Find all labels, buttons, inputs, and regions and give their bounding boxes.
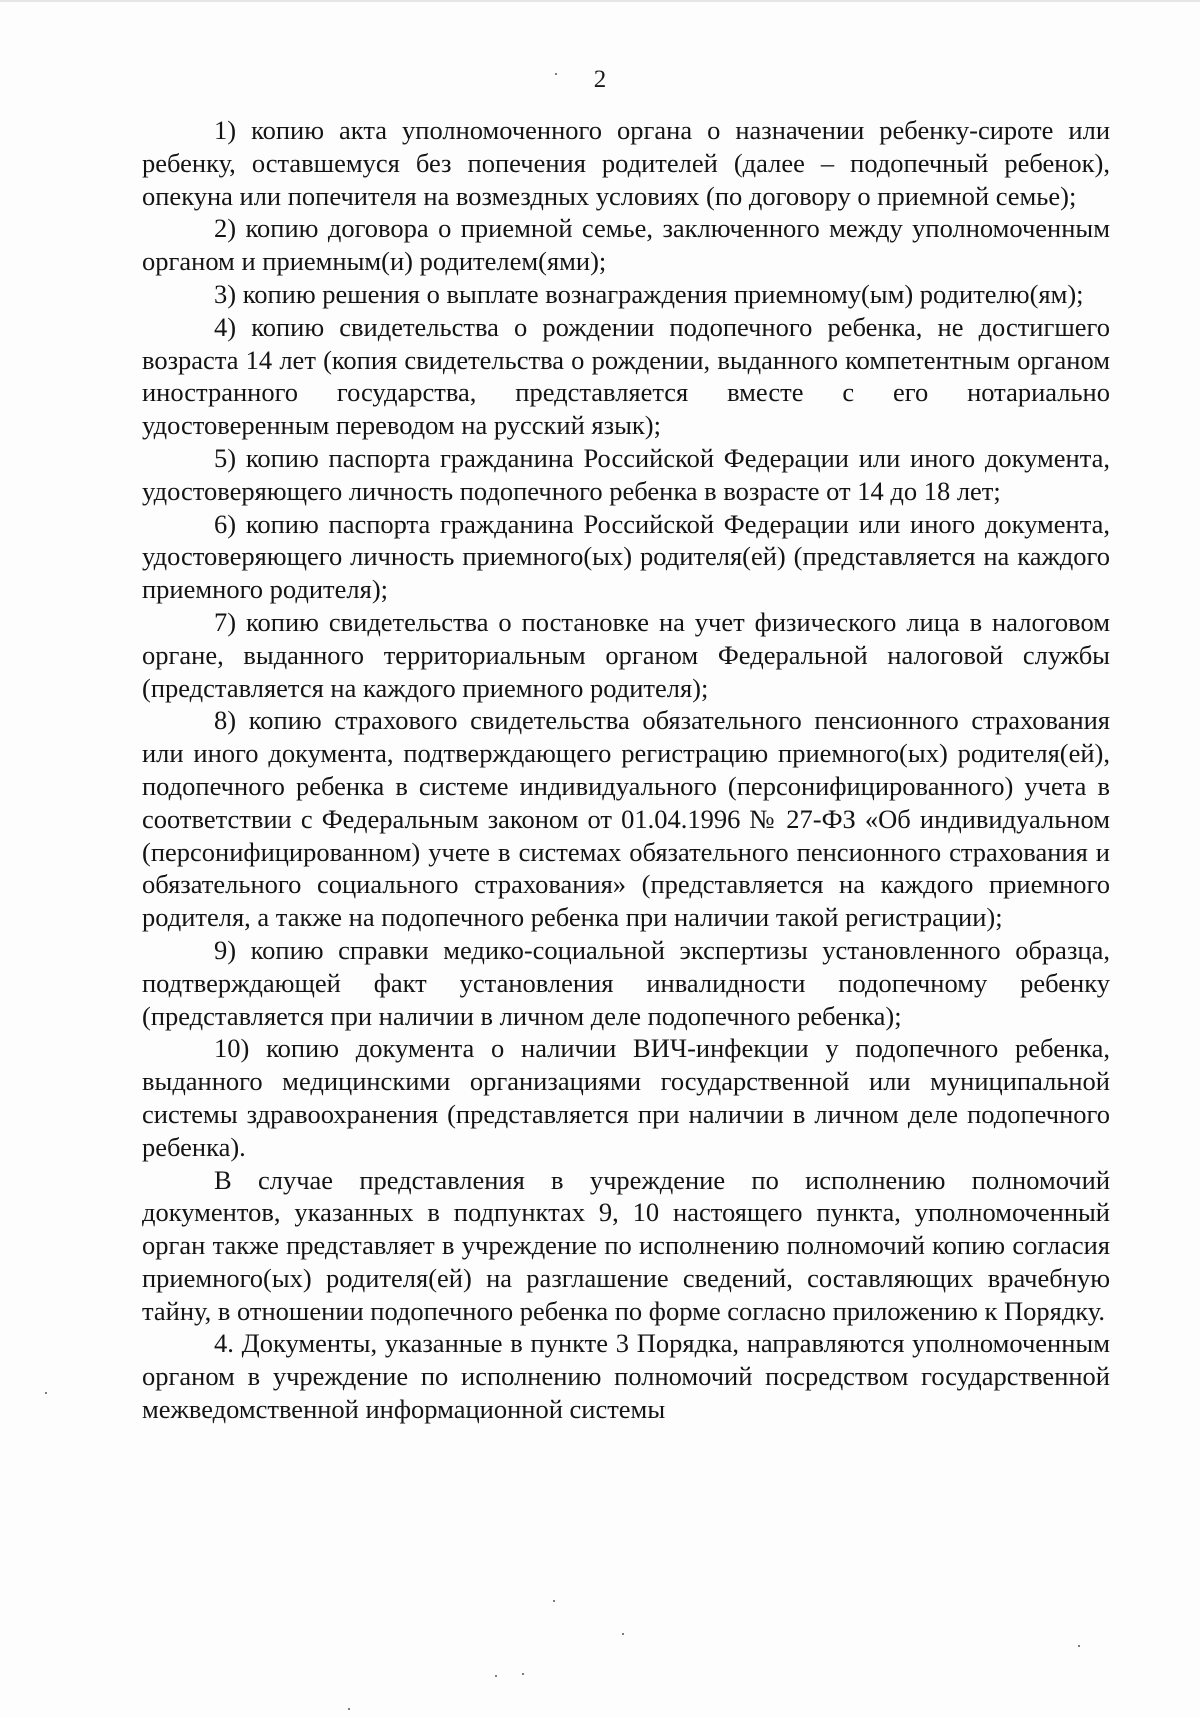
paragraph-item-2: 2) копию договора о приемной семье, заключенного между уполномоченным органом и приемным(и) родителем(ями);: [142, 213, 1110, 277]
paragraph-section-4: 4. Документы, указанные в пункте 3 Порядка, направляются уполномоченным органом в учреждение по исполнению полномочий посредством государственной межведомственной информационной системы: [142, 1328, 1110, 1425]
paragraph-item-9: 9) копию справки медико-социальной экспертизы установленного образца, подтверждающей факт установления инвалидности подопечному ребенку (представляется при наличии в личном деле подопечного ребенка);: [142, 934, 1110, 1031]
paragraph-item-5: 5) копию паспорта гражданина Российской Федерации или иного документа, удостоверяющего личность подопечного ребенка в возрасте от 14 до 18 лет;: [142, 442, 1110, 506]
paragraph-item-1: 1) копию акта уполномоченного органа о назначении ребенку-сироте или ребенку, оставшемуся без попечения родителей (далее – подопечный ребенок), опекуна или попечителя на возмездных условиях (по договору о приемной семье);: [142, 115, 1110, 211]
scan-speck: [495, 1675, 497, 1677]
document-body: [142, 114, 1110, 1426]
scan-speck: [348, 1708, 350, 1710]
scan-speck: [622, 1633, 624, 1635]
paragraph-item-10: 10) копию документа о наличии ВИЧ-инфекции у подопечного ребенка, выданного медицинскими организациями государственной или муниципальной системы здравоохранения (представляется при наличии в личном деле подопечного ребенка).: [142, 1033, 1110, 1162]
paragraph-item-7: 7) копию свидетельства о постановке на учет физического лица в налоговом органе, выданного территориальным органом Федеральной налоговой службы (представляется на каждого приемного родителя);: [142, 606, 1110, 703]
scan-speck: [45, 1392, 47, 1394]
paragraph-item-8: 8) копию страхового свидетельства обязательного пенсионного страхования или иного документа, подтверждающего регистрацию приемного(ых) родителя(ей), подопечного ребенка в системе индивидуального (персонифицированного) учета в соответствии с Федеральным законом от 01.04.1996 № 27-ФЗ «Об индивидуальном (персонифицированном) учете в системах обязательного пенсионного страхования и обязательного социального страхования» (представляется на каждого приемного родителя, а также на подопечного ребенка при наличии такой регистрации);: [142, 705, 1110, 933]
scan-speck: [555, 73, 557, 75]
scan-edge-line: [0, 0, 1200, 2]
page-number: 2: [593, 66, 607, 93]
scan-speck: [553, 1600, 555, 1602]
scan-speck: [1078, 1645, 1080, 1647]
paragraph-item-6: 6) копию паспорта гражданина Российской Федерации или иного документа, удостоверяющего личность приемного(ых) родителя(ей) (представляется на каждого приемного родителя);: [142, 508, 1110, 605]
scan-speck: [522, 1673, 524, 1675]
paragraph-item-4: 4) копию свидетельства о рождении подопечного ребенка, не достигшего возраста 14 лет (копия свидетельства о рождении, выданного компетентным органом иностранного государства, представляется вместе с его нотариально удостоверенным переводом на русский язык);: [142, 311, 1110, 441]
paragraph-consent-note: В случае представления в учреждение по исполнению полномочий документов, указанных в подпунктах 9, 10 настоящего пункта, уполномоченный орган также представляет в учреждение по исполнению полномочий копию согласия приемного(ых) родителя(ей) на разглашение сведений, составляющих врачебную тайну, в отношении подопечного ребенка по форме согласно приложению к Порядку.: [142, 1164, 1110, 1326]
paragraph-item-3: 3) копию решения о выплате вознаграждения приемному(ым) родителю(ям);: [214, 278, 1084, 309]
